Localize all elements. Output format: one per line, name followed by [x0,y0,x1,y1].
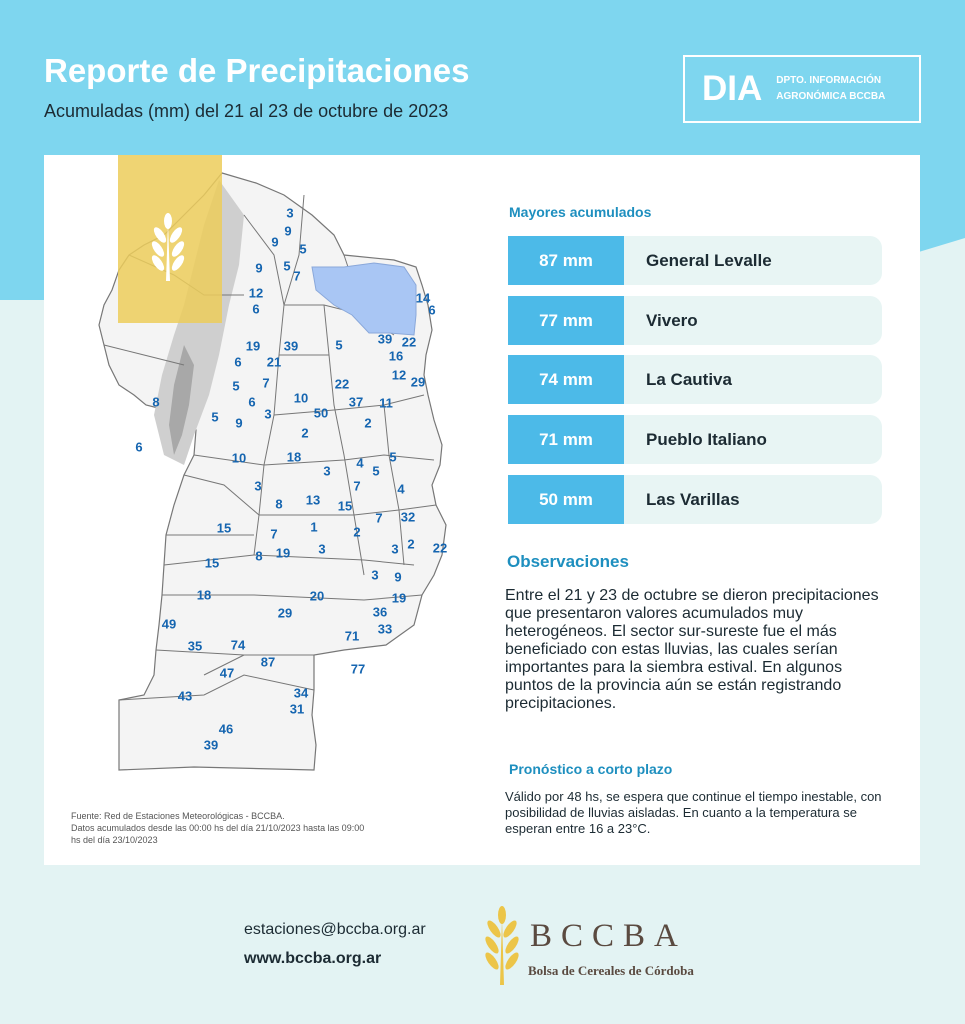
ranking-row [508,355,882,404]
ranking-value: 87 mm [508,236,624,285]
forecast-heading: Pronóstico a corto plazo [509,761,673,777]
contact-email[interactable]: estaciones@bccba.org.ar [244,921,426,938]
map-value-label: 5 [372,463,380,479]
map-value-label: 9 [284,223,292,239]
map-value-label: 71 [344,628,360,644]
map-value-label: 8 [255,548,263,564]
map-value-label: 3 [286,205,294,221]
ranking-place: Vivero [624,296,882,345]
map-value-label: 50 [313,405,329,421]
map-value-label: 19 [391,590,407,606]
map-value-label: 19 [275,545,291,561]
ranking-row [508,415,882,464]
map-value-label: 31 [289,701,305,717]
map-value-label: 74 [230,637,246,653]
map-value-label: 19 [245,338,261,354]
map-value-label: 46 [218,721,234,737]
map-value-label: 5 [299,241,307,257]
map-value-label: 32 [400,509,416,525]
map-value-label: 8 [152,394,160,410]
map-value-label: 3 [323,463,331,479]
map-value-label: 39 [377,331,393,347]
map-value-label: 5 [283,258,291,274]
map-value-label: 2 [353,524,361,540]
ranking-value: 71 mm [508,415,624,464]
map-value-label: 22 [432,540,448,556]
map-value-label: 35 [187,638,203,654]
map-value-label: 4 [397,481,405,497]
map-value-label: 15 [216,520,232,536]
map-value-label: 5 [211,409,219,425]
map-value-label: 15 [337,498,353,514]
map-value-label: 12 [391,367,407,383]
map-value-label: 10 [231,450,247,466]
map-value-label: 87 [260,654,276,670]
map-value-label: 13 [305,492,321,508]
map-value-label: 1 [310,519,318,535]
map-value-label: 6 [428,302,436,318]
map-value-label: 9 [235,415,243,431]
map-value-label: 7 [353,478,361,494]
map-value-label: 15 [204,555,220,571]
map-value-label: 5 [335,337,343,353]
map-value-label: 9 [255,260,263,276]
map-value-label: 16 [388,348,404,364]
map-value-label: 21 [266,354,282,370]
map-value-label: 2 [301,425,309,441]
source-note [71,810,371,846]
ranking-value: 50 mm [508,475,624,524]
source-line2: Datos acumulados desde las 00:00 hs del día 21/10/2023 hasta las 09:00 hs del día 23/10/2023 [71,823,365,845]
wheat-badge [118,155,222,323]
map-value-label: 29 [277,605,293,621]
bccba-wheat-logo-icon [480,905,524,987]
map-value-label: 47 [219,665,235,681]
map-value-label: 14 [415,290,431,306]
ranking-place: Pueblo Italiano [624,415,882,464]
map-value-label: 8 [275,496,283,512]
map-value-label: 36 [372,604,388,620]
map-value-label: 39 [283,338,299,354]
map-value-label: 18 [196,587,212,603]
ranking-heading: Mayores acumulados [509,204,652,220]
map-value-label: 4 [356,455,364,471]
map-value-label: 3 [391,541,399,557]
map-value-label: 5 [389,449,397,465]
dia-badge-subtitle [776,73,906,105]
map-value-label: 7 [262,375,270,391]
wheat-icon [138,213,198,283]
province-map-svg [44,155,504,865]
ranking-row [508,236,882,285]
map-value-label: 3 [254,478,262,494]
map-value-label: 11 [379,395,393,411]
page-subtitle: Acumuladas (mm) del 21 al 23 de octubre de 2023 [44,101,449,121]
map-value-label: 37 [348,394,364,410]
map-value-label: 33 [377,621,393,637]
map-value-label: 43 [177,688,193,704]
map-value-label: 20 [309,588,325,604]
ranking-row [508,296,882,345]
source-line1: Fuente: Red de Estaciones Meteorológicas - BCCBA. [71,811,285,821]
map-value-label: 7 [375,510,383,526]
page-title: Reporte de Precipitaciones [44,52,470,89]
map-value-label: 22 [334,376,350,392]
map-value-label: 9 [271,234,279,250]
ranking-value: 74 mm [508,355,624,404]
observations-text: Entre el 21 y 23 de octubre se dieron precipitaciones que presentaron valores acumulados muy heterogéneos. El sector sur-sureste fue el más beneficiado con estas lluvias, las cuales serían importantes para la siembra estival. En algunos puntos de la provincia aún se están registrando precipitaciones. [505,587,879,712]
map-value-label: 3 [264,406,272,422]
contact-website[interactable]: www.bccba.org.ar [244,950,382,967]
map-value-label: 7 [270,526,278,542]
map-value-label: 77 [350,661,366,677]
map-value-label: 39 [203,737,219,753]
map-value-label: 6 [252,301,260,317]
map-value-label: 3 [371,567,379,583]
forecast-text: Válido por 48 hs, se espera que continue el tiempo inestable, con posibilidad de lluvias aisladas. En cuanto a la temperatura se esperan entre 16 a 23°C. [505,789,882,836]
map-value-label: 6 [234,354,242,370]
dia-badge [683,55,921,123]
map-value-label: 2 [364,415,372,431]
ranking-value: 77 mm [508,296,624,345]
map-value-label: 3 [318,541,326,557]
map-value-label: 10 [293,390,309,406]
bccba-logo-text: BCCBA [530,918,687,954]
ranking-place: General Levalle [624,236,882,285]
ranking-row [508,475,882,524]
map-value-label: 2 [407,536,415,552]
dia-badge-sub-line1: DPTO. INFORMACIÓN [776,75,882,86]
map-value-label: 6 [248,394,256,410]
ranking-place: Las Varillas [624,475,882,524]
bccba-logo-subtitle: Bolsa de Cereales de Córdoba [528,963,694,978]
map-value-label: 9 [394,569,402,585]
map-value-label: 34 [293,685,309,701]
map-value-label: 6 [135,439,143,455]
ranking-place: La Cautiva [624,355,882,404]
map-value-label: 18 [286,449,302,465]
dia-badge-title: DIA [702,69,763,108]
precipitation-map [44,155,504,865]
map-value-label: 12 [248,285,264,301]
map-value-label: 49 [161,616,177,632]
map-value-label: 22 [401,334,417,350]
map-value-label: 5 [232,378,240,394]
dia-badge-sub-line2: AGRONÓMICA BCCBA [776,91,886,102]
observations-heading: Observaciones [507,552,629,571]
map-value-label: 7 [293,268,301,284]
map-value-label: 29 [410,374,426,390]
